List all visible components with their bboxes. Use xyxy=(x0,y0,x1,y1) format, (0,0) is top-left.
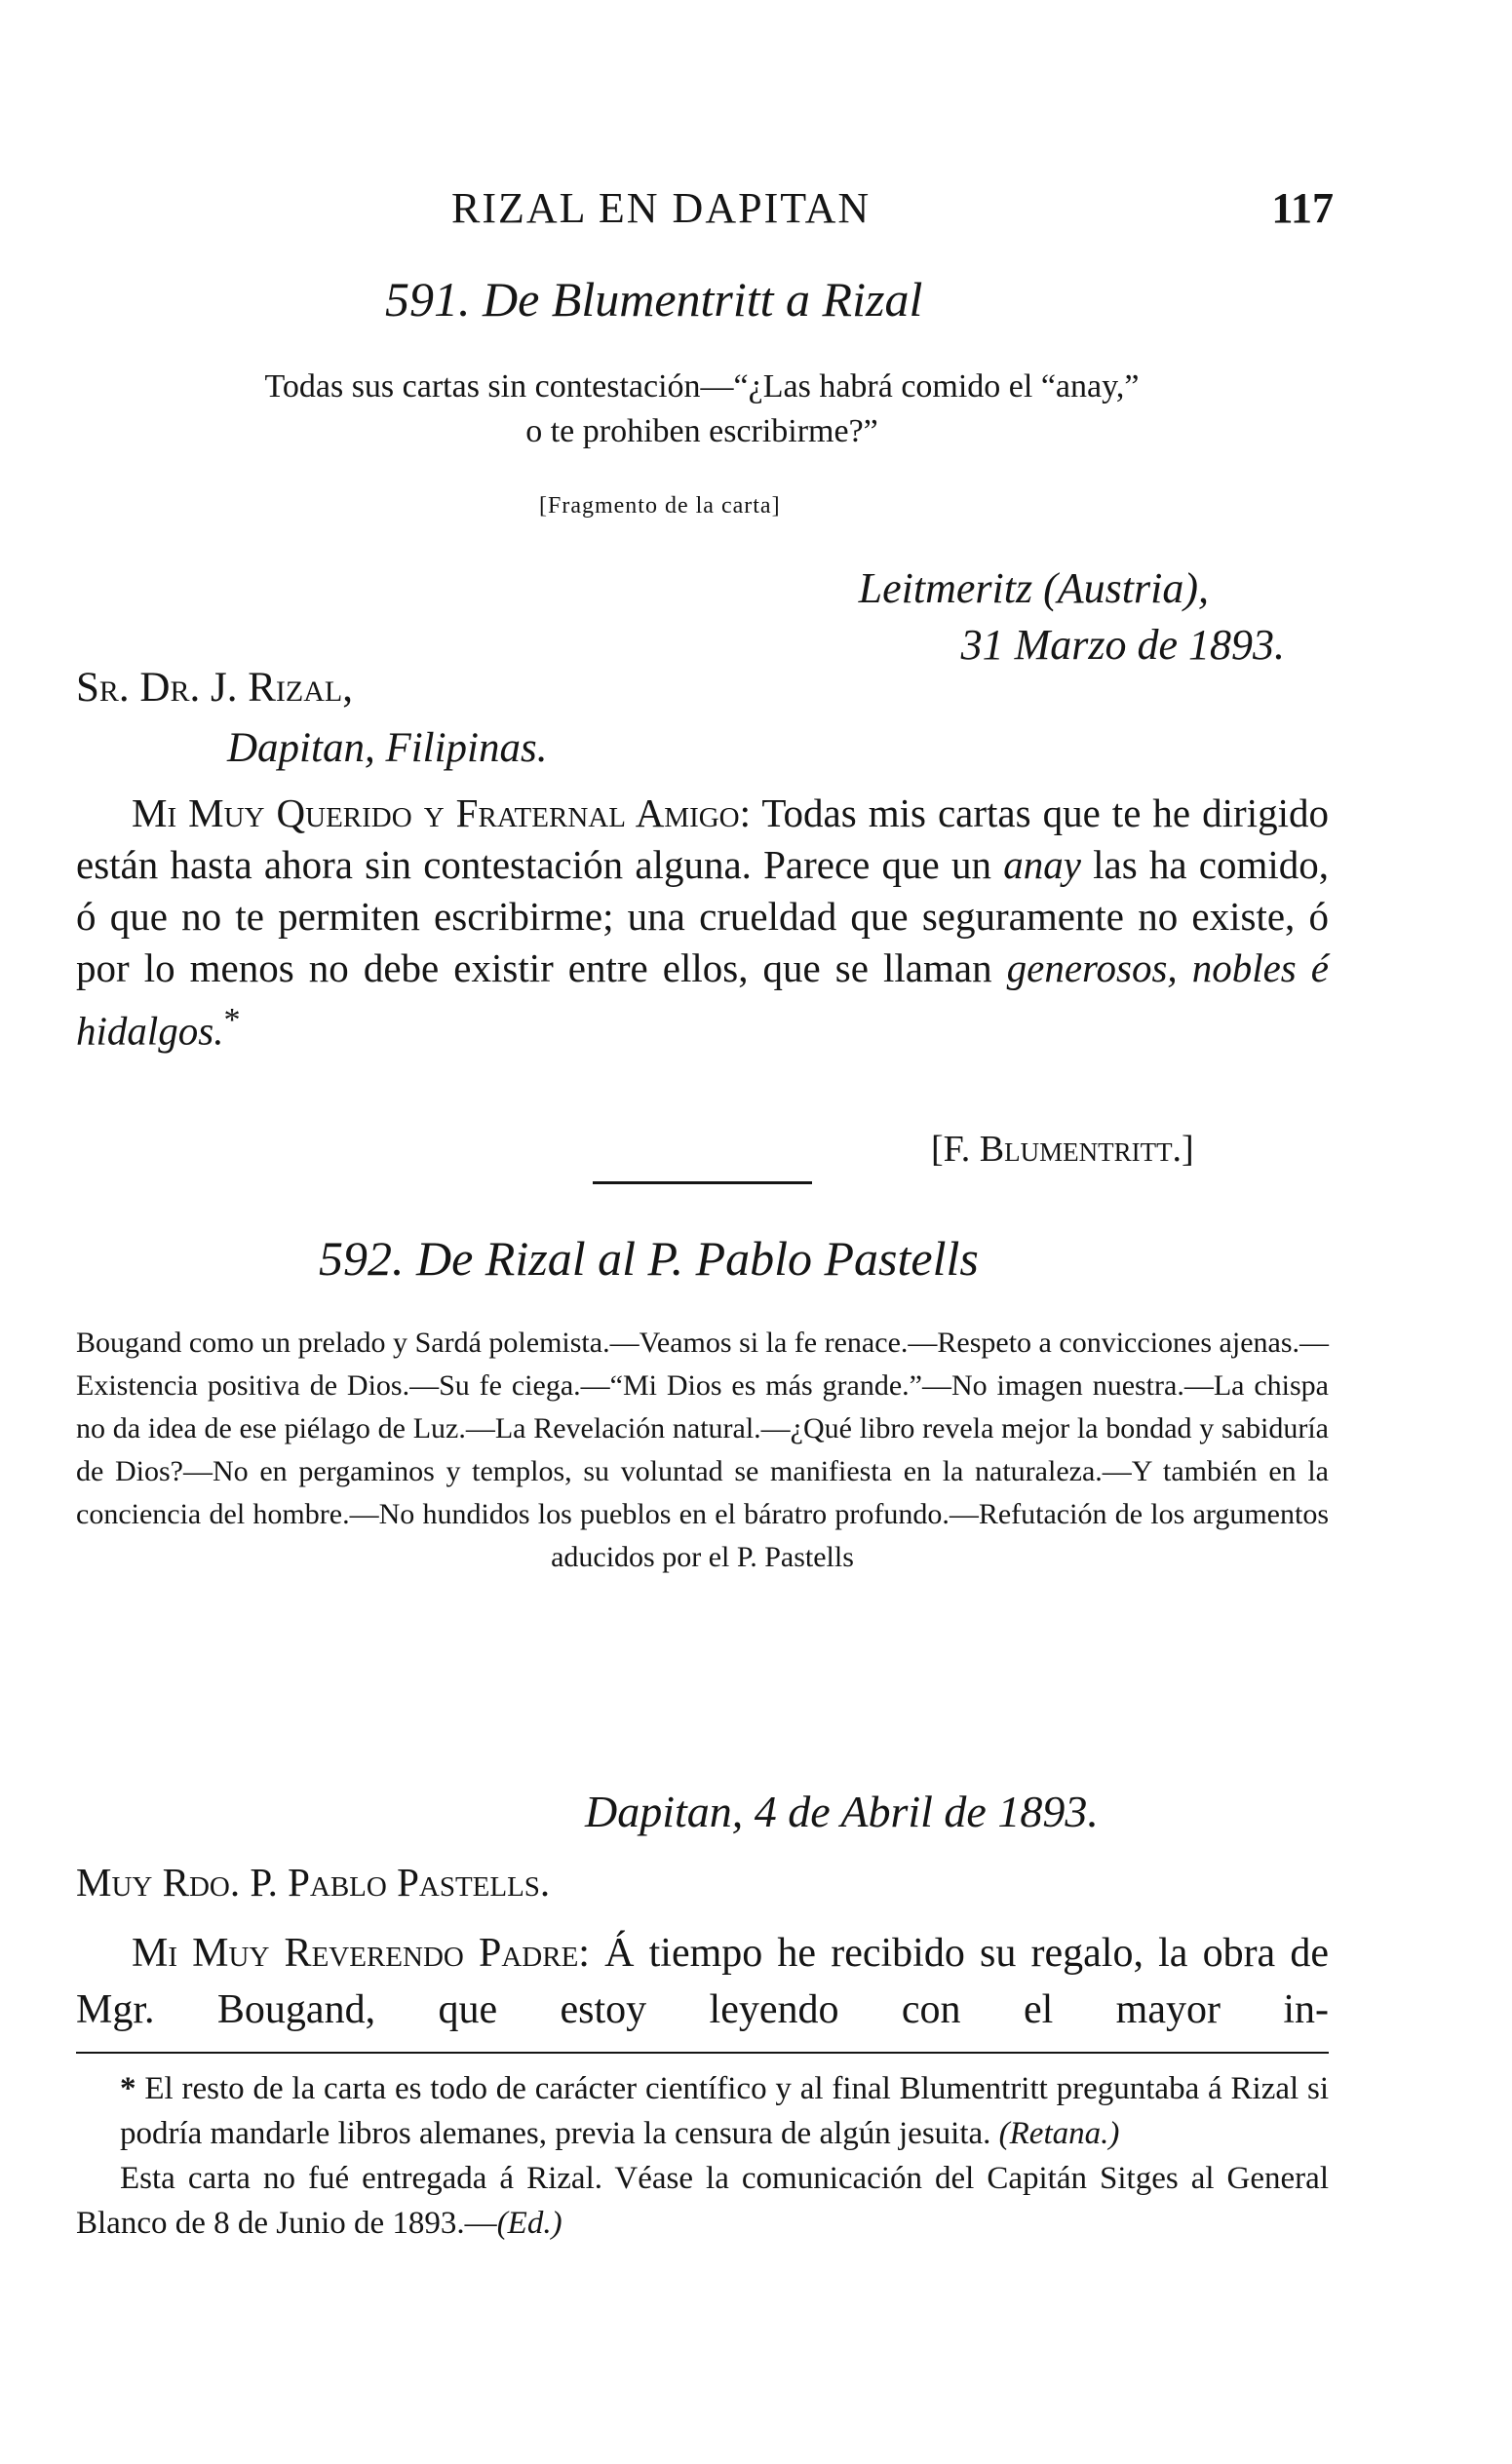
running-header xyxy=(76,183,1334,242)
letter-592-body xyxy=(76,1925,1329,2038)
footnote-source: (Retana.) xyxy=(998,2116,1120,2151)
footnote-text-b: Esta carta no fué entregada á Rizal. Véase la comunicación del Capitán Sitges al General Blanco de 8 de Junio de 1893.— xyxy=(76,2161,1329,2241)
body-part-a: : Todas mis cartas que te he dirigido están hasta ahora sin contestación alguna. Parece que un xyxy=(76,790,1329,887)
footnote xyxy=(76,2066,1329,2246)
footnote-separator xyxy=(76,2052,1329,2054)
footnote-ref: * xyxy=(223,1002,241,1038)
page-number: 117 xyxy=(1271,184,1334,232)
letter-592-place-date: Dapitan, 4 de Abril de 1893. xyxy=(585,1787,1099,1836)
letter-592-body-text: : Á tiempo he recibido su regalo, la obra de Mgr. Bougand, que estoy leyendo con el mayor in- xyxy=(76,1931,1329,2032)
letter-592-addressee: Muy Rdo. P. Pablo Pastells. xyxy=(76,1860,551,1905)
letter-591-body xyxy=(76,788,1329,1058)
letter-591-place: Leitmeritz (Austria), xyxy=(858,564,1209,612)
body-part-b: las ha comido, ó que no te permiten escribirme; una crueldad que seguramente no existe, ó por lo menos no debe existir entre ellos, que se llaman xyxy=(76,842,1329,990)
running-title: RIZAL EN DAPITAN xyxy=(451,184,872,232)
footnote-para-2 xyxy=(76,2156,1329,2246)
letter-591-summary xyxy=(97,365,1306,454)
summary-line-1: Todas sus cartas sin contestación—“¿Las habrá comido el “anay,” xyxy=(264,368,1140,404)
footnote-marker: * xyxy=(120,2071,136,2106)
addressee-name: Sr. Dr. J. Rizal, xyxy=(76,665,353,711)
letter-591-place-date xyxy=(682,560,1285,674)
summary-line-2: o te prohiben escribirme?” xyxy=(525,413,878,449)
footnote-editor: (Ed.) xyxy=(496,2206,562,2241)
letter-591-title: 591. De Blumentritt a Rizal xyxy=(385,272,923,327)
footnote-text-a: El resto de la carta es todo de carácter científico y al final Blumentritt preguntaba á Rizal si podría mandarle libros alemanes, previa la censura de algún jesuita. xyxy=(120,2071,1329,2151)
letter-592-title: 592. De Rizal al P. Pablo Pastells xyxy=(319,1231,979,1286)
word-anay: anay xyxy=(1003,842,1081,887)
letter-592-salutation: Mi Muy Reverendo Padre xyxy=(132,1931,579,1976)
footnote-para-1 xyxy=(76,2066,1329,2156)
letter-591-date: 31 Marzo de 1893. xyxy=(960,621,1285,669)
letter-592-summary: Bougand como un prelado y Sardá polemista.—Veamos si la fe renace.—Respeto a convicciones ajenas.—Existencia positiva de Dios.—Su fe ciega.—“Mi Dios es más grande.”—No imagen nuestra.—La chispa no da idea de ese piélago de Luz.—La Revelación natural.—¿Qué libro revela mejor la bondad y sabiduría de Dios?—No en pergaminos y templos, su voluntad se manifiesta en la naturaleza.—Y también en la conciencia del hombre.—No hundidos los pueblos en el báratro profundo.—Refutación de los argumentos aducidos por el P. Pastells xyxy=(76,1327,1329,1573)
body-adjectives: generosos, nobles é hidalgos. xyxy=(76,945,1330,1054)
fragment-note: [Fragmento de la carta] xyxy=(539,493,781,519)
addressee-place: Dapitan, Filipinas. xyxy=(227,725,548,771)
letter-591-signature: [F. Blumentritt.] xyxy=(931,1129,1194,1170)
section-divider xyxy=(593,1181,812,1184)
letter-591-salutation: Mi Muy Querido y Fraternal Amigo xyxy=(132,790,740,835)
letter-591-addressee xyxy=(76,658,547,779)
